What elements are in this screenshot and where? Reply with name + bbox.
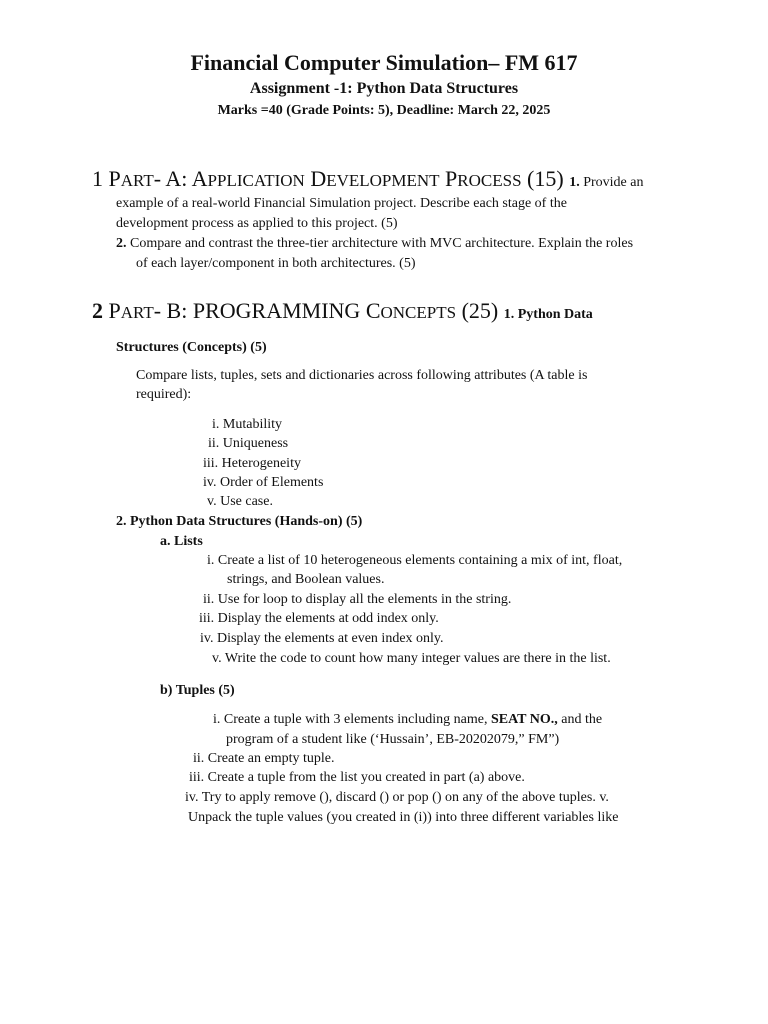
lists-item-i: i. Create a list of 10 heterogeneous elements containing a mix of int, float, [207,553,623,568]
part-a-q2-line2: of each layer/component in both architectures. (5) [136,256,416,271]
part-a-q2: 2. Compare and contrast the three-tier architecture with MVC architecture. Explain the roles [116,236,634,251]
part-a-title: PART- A: APPLICATION DEVELOPMENT PROCESS (15) [108,166,570,191]
compare-instruction-line2: required): [136,387,192,402]
part-a-number: 1 [92,166,103,191]
tuples-item-i-cont: program of a student like (‘Hussain’, EB-20202079,” FM”) [226,732,560,747]
assignment-subtitle: Assignment -1: Python Data Structures [249,80,519,97]
part-b-heading [92,298,593,324]
lists-item-i-cont: strings, and Boolean values. [227,572,385,587]
lists-item-v: v. Write the code to count how many integer values are there in the list. [212,651,611,666]
part-b-title: PART- B: PROGRAMMING CONCEPTS (25) [108,298,504,323]
part-a-q1-line2: example of a real-world Financial Simulation project. Describe each stage of the [116,196,567,211]
tuples-item-iii: iii. Create a tuple from the list you created in part (a) above. [189,770,525,785]
document-title: Financial Computer Simulation– FM 617 [190,50,578,75]
tuples-item-i: i. Create a tuple with 3 elements including name, SEAT NO., and the [213,712,603,727]
part-a-q1-start: Provide an [579,175,644,190]
lists-item-iv: iv. Display the elements at even index only. [200,631,444,646]
attribute-item: v. Use case. [207,494,273,509]
tuples-item-ii: ii. Create an empty tuple. [193,751,335,766]
part-a-q1-line3: development process as applied to this project. (5) [116,216,398,231]
part-b-q1-line2: Structures (Concepts) (5) [116,340,267,355]
tuples-item-v: Unpack the tuple values (you created in (i)) into three different variables like [188,810,619,825]
hands-on-heading: 2. Python Data Structures (Hands-on) (5) [116,514,363,529]
part-a-q1-number: 1. [569,175,580,190]
marks-deadline: Marks =40 (Grade Points: 5), Deadline: March 22, 2025 [217,103,551,118]
tuples-item-iv: iv. Try to apply remove (), discard () or pop () on any of the above tuples. v. [185,790,609,805]
lists-heading: a. Lists [160,534,203,549]
attribute-item: iv. Order of Elements [203,475,324,490]
compare-instruction-line1: Compare lists, tuples, sets and dictionaries across following attributes (A table is [136,368,588,383]
lists-item-ii: ii. Use for loop to display all the elements in the string. [203,592,512,607]
part-a-heading [92,166,643,192]
lists-item-iii: iii. Display the elements at odd index only. [199,611,439,626]
attribute-item: ii. Uniqueness [208,436,289,451]
attribute-item: iii. Heterogeneity [203,456,301,471]
attribute-item: i. Mutability [212,417,282,432]
part-b-q1-start: 1. Python Data [503,307,593,322]
part-b-number: 2 [92,298,103,323]
tuples-heading: b) Tuples (5) [160,683,235,698]
